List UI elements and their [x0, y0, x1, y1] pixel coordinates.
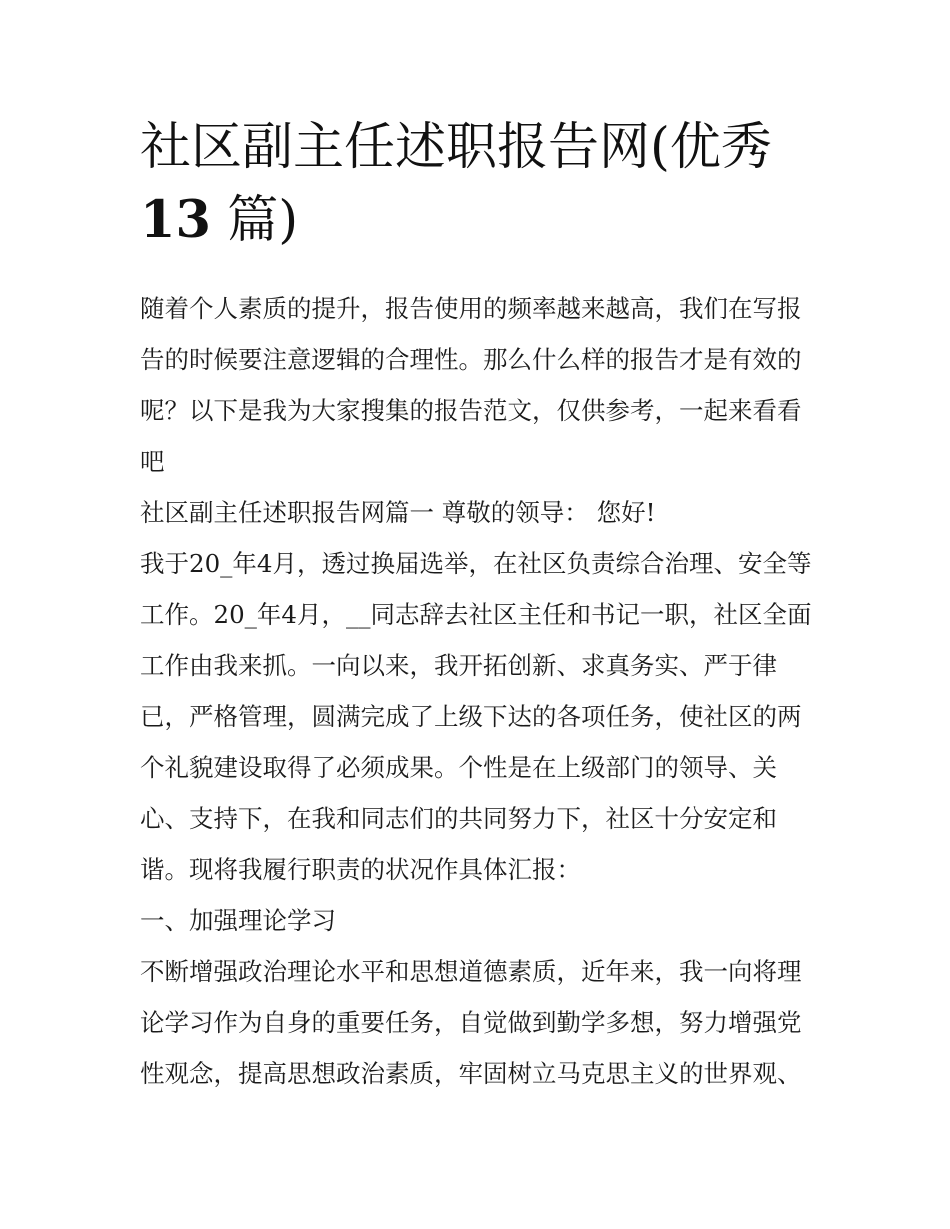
title-line-1: 社区副主任述职报告网(优秀 [140, 118, 772, 177]
title-number: 13 [140, 190, 211, 250]
study-paragraph: 不断增强政治理论水平和思想道德素质，近年来，我一向将理论学习作为自身的重要任务，自觉做到勤学多想，努力增强党性观念，提高思想政治素质，牢固树立马克思主义的世界观、 [140, 957, 802, 1088]
document-content [140, 112, 815, 1099]
document-title [140, 112, 815, 257]
report-paragraph: 我于20_年4月，透过换届选举，在社区负责综合治理、安全等工作。20_年4月，__同志辞去社区主任和书记一职，社区全面工作由我来抓。一向以来，我开拓创新、求真务实、严于律已，严格管理，圆满完成了上级下达的各项任务，使社区的两个礼貌建设取得了必须成果。个性是在上级部门的领导、关心、支持下，在我和同志们的共同努力下，社区十分安定和谐。现将我履行职责的状况作具体汇报： [140, 549, 812, 884]
title-suffix: 篇) [227, 191, 299, 250]
salutation-paragraph: 社区副主任述职报告网篇一 尊敬的领导： 您好! [140, 498, 656, 527]
section-heading: 一、加强理论学习 [140, 906, 336, 935]
intro-paragraph: 随着个人素质的提升，报告使用的频率越来越高，我们在写报告的时候要注意逻辑的合理性。那么什么样的报告才是有效的呢？以下是我为大家搜集的报告范文，仅供参考，一起来看看吧 [140, 294, 802, 476]
document-body [140, 283, 815, 1099]
